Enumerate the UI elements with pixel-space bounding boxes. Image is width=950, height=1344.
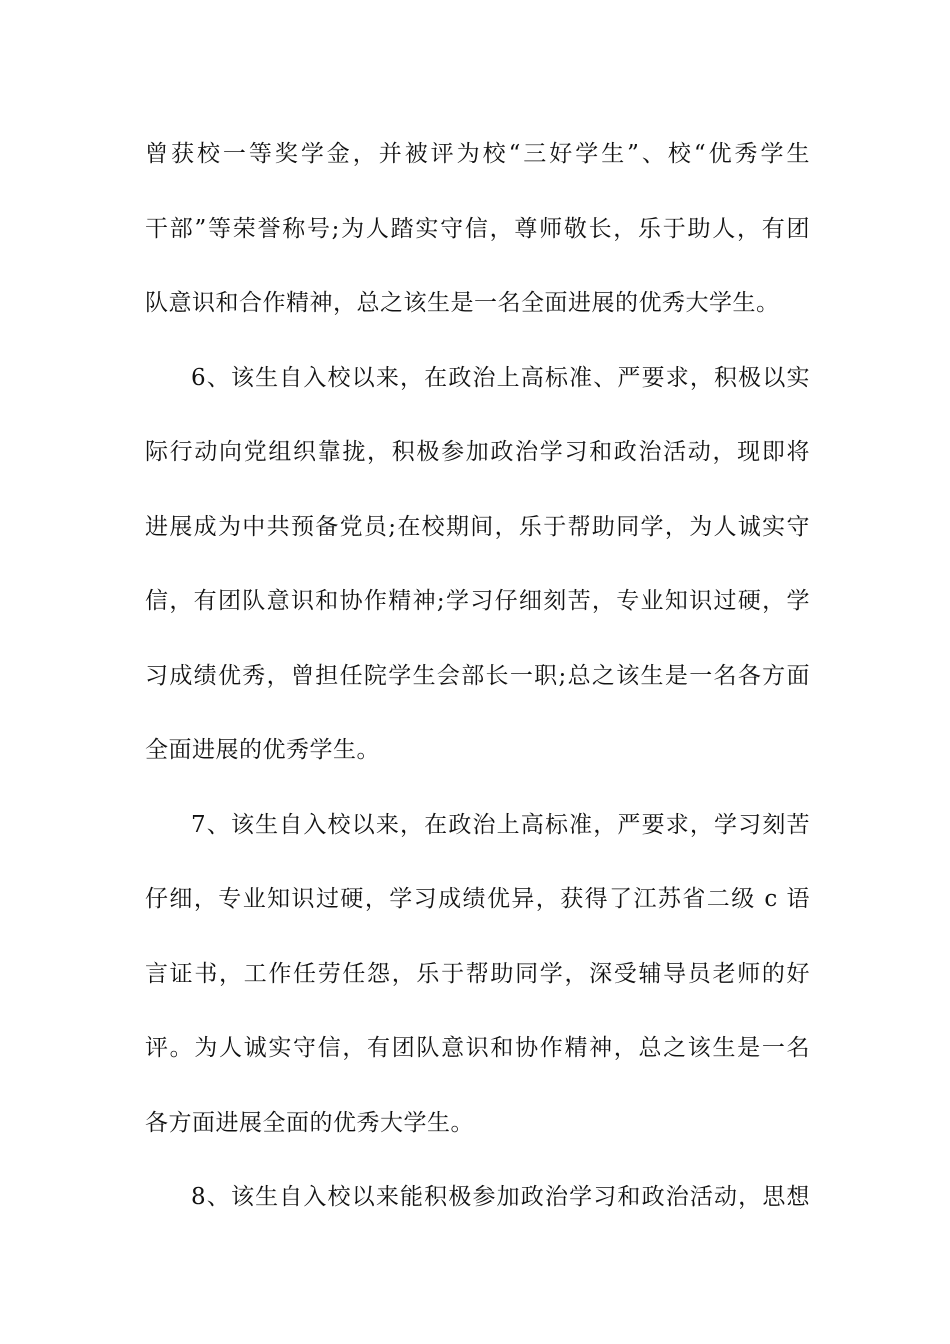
text-line: 信，有团队意识和协作精神;学习仔细刻苦，专业知识过硬，学 — [145, 588, 810, 614]
text-line: 仔细，专业知识过硬，学习成绩优异，获得了江苏省二级 c 语 — [145, 886, 810, 912]
text-line: 干部”等荣誉称号;为人踏实守信，尊师敬长，乐于助人，有团 — [145, 215, 810, 242]
text-line: 8、该生自入校以来能积极参加政治学习和政治活动，思想 — [191, 1184, 810, 1210]
text-line: 队意识和合作精神，总之该生是一名全面进展的优秀大学生。 — [145, 290, 780, 316]
text-line: 言证书，工作任劳任怨，乐于帮助同学，深受辅导员老师的好 — [145, 960, 810, 987]
text-line: 6、该生自入校以来，在政治上高标准、严要求，积极以实 — [191, 364, 810, 391]
text-line: 7、该生自入校以来，在政治上高标准，严要求，学习刻苦 — [191, 811, 810, 838]
text-line: 曾获校一等奖学金，并被评为校“三好学生”、校“优秀学生 — [145, 141, 810, 167]
text-line: 进展成为中共预备党员;在校期间，乐于帮助同学，为人诚实守 — [145, 513, 810, 540]
text-line: 际行动向党组织靠拢，积极参加政治学习和政治活动，现即将 — [145, 439, 810, 465]
document-body — [145, 125, 810, 1243]
text-line: 全面进展的优秀学生。 — [145, 737, 380, 763]
text-line: 各方面进展全面的优秀大学生。 — [145, 1109, 474, 1136]
text-line: 评。为人诚实守信，有团队意识和协作精神，总之该生是一名 — [145, 1035, 810, 1061]
text-line: 习成绩优秀，曾担任院学生会部长一职;总之该生是一名各方面 — [145, 662, 810, 689]
